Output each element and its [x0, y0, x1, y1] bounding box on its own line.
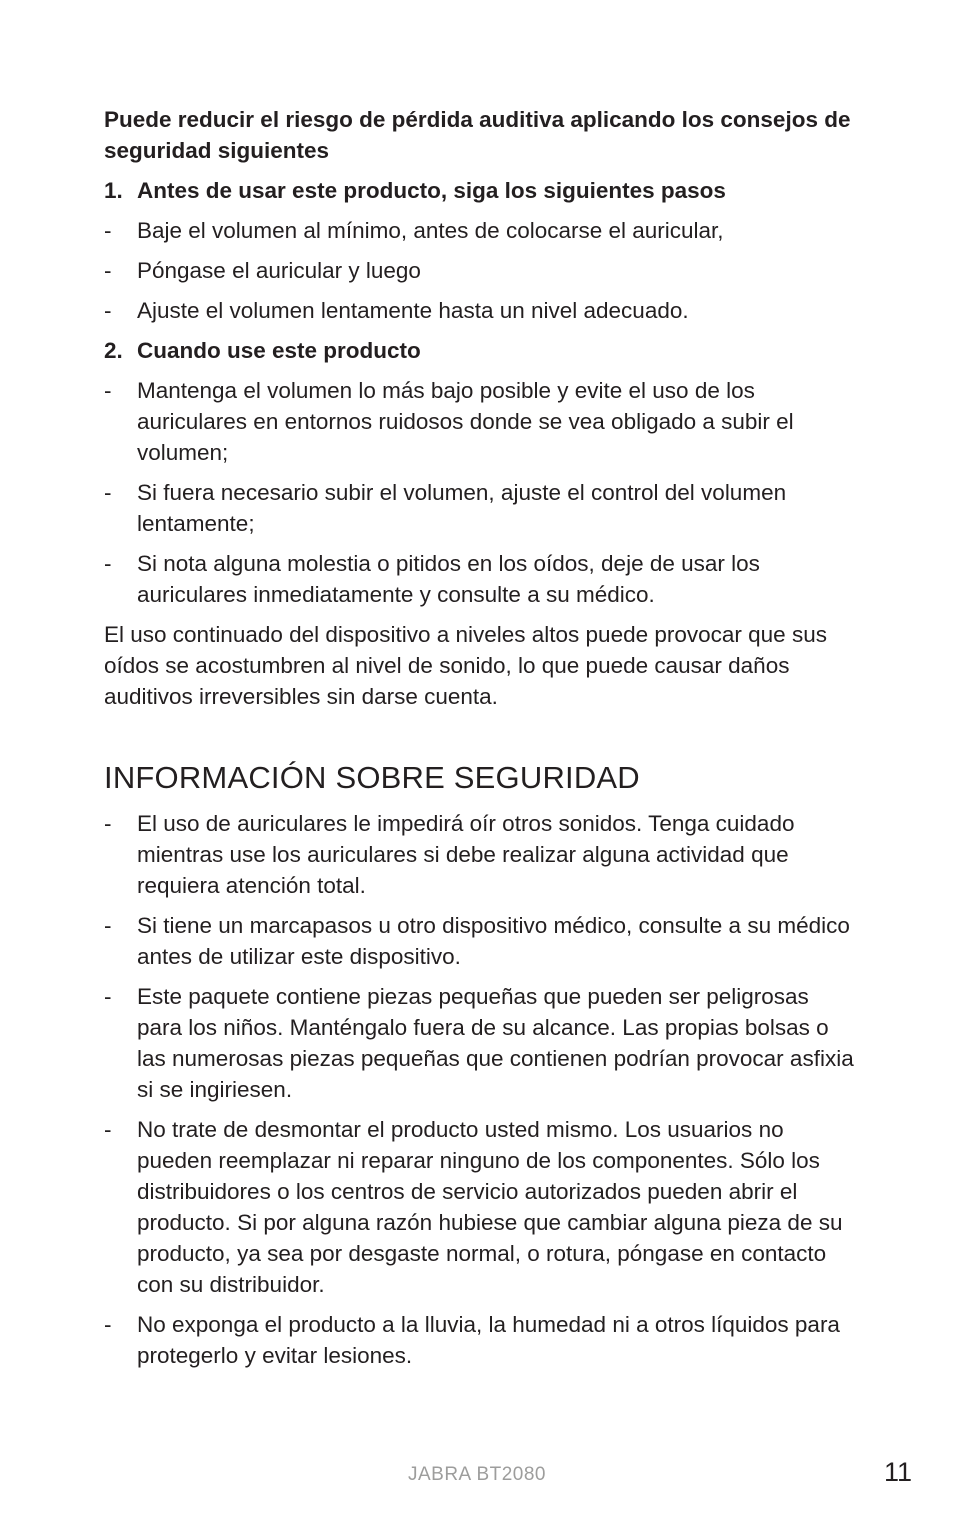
page-number: 11 [883, 1457, 912, 1487]
page-content [104, 104, 856, 1380]
intro-heading: Puede reducir el riesgo de pérdida auditiva aplicando los consejos de seguridad siguientes [104, 107, 851, 163]
safety-list [104, 808, 856, 1371]
list-item: - Mantenga el volumen lo más bajo posible y evite el uso de los auriculares en entornos ruidosos donde se vea obligado a subir el volumen; [104, 378, 794, 465]
list-item: - Baje el volumen al mínimo, antes de colocarse el auricular, [104, 218, 724, 243]
step-2-list [104, 375, 856, 610]
step-1-heading [104, 175, 856, 206]
safety-section-title: INFORMACIÓN SOBRE SEGURIDAD [104, 760, 640, 795]
footer-product-name: JABRA BT2080 [407, 1464, 547, 1485]
list-item: - Ajuste el volumen lentamente hasta un nivel adecuado. [104, 298, 689, 323]
list-item: - No trate de desmontar el producto usted mismo. Los usuarios no pueden reemplazar ni reparar ninguno de los componentes. Sólo los distribuidores o los centros de servicio autorizados pueden abrir el producto. Si por alguna razón hubiese que cambiar alguna pieza de su producto, ya sea por desgaste normal, o rotura, póngase en contacto con su distribuidor. [104, 1117, 843, 1297]
step-1-list [104, 215, 856, 326]
list-item: - Si tiene un marcapasos u otro dispositivo médico, consulte a su médico antes de utilizar este dispositivo. [104, 913, 850, 969]
step-2-number: 2. [104, 338, 123, 363]
list-item: - Si nota alguna molestia o pitidos en los oídos, deje de usar los auriculares inmediatamente y consulte a su médico. [104, 551, 760, 607]
step-2-title: Cuando use este producto [137, 338, 421, 363]
list-item: - Este paquete contiene piezas pequeñas que pueden ser peligrosas para los niños. Manténgalo fuera de su alcance. Las propias bolsas o las numerosas piezas pequeñas que contienen podrían provocar asfixia si se ingiriesen. [104, 984, 854, 1102]
list-item: - Si fuera necesario subir el volumen, ajuste el control del volumen lentamente; [104, 480, 787, 536]
list-item: - El uso de auriculares le impedirá oír otros sonidos. Tenga cuidado mientras use los auriculares si debe realizar alguna actividad que requiera atención total. [104, 811, 795, 898]
step-1-title: Antes de usar este producto, siga los siguientes pasos [137, 178, 726, 203]
step-1-number: 1. [104, 178, 123, 203]
list-item: - No exponga el producto a la lluvia, la humedad ni a otros líquidos para protegerlo y evitar lesiones. [104, 1312, 840, 1368]
step-2-heading [104, 335, 856, 366]
closing-paragraph: El uso continuado del dispositivo a niveles altos puede provocar que sus oídos se acostumbren al nivel de sonido, lo que puede causar daños auditivos irreversibles sin darse cuenta. [104, 622, 827, 709]
list-item: - Póngase el auricular y luego [104, 258, 421, 283]
